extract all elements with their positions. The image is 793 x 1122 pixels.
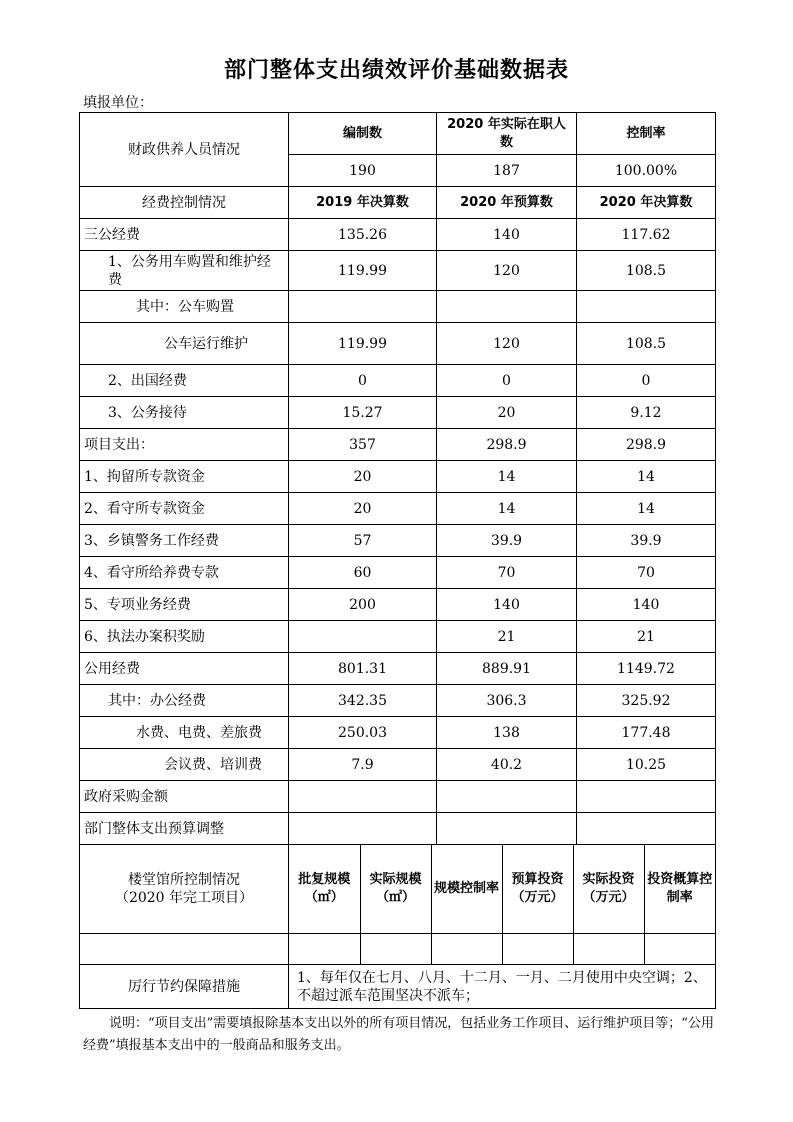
staff-value-actual: 187 — [437, 155, 577, 187]
expense-row-label: 水费、电费、差旅费 — [80, 717, 289, 749]
header-scale-control-rate: 规模控制率 — [431, 845, 502, 933]
expense-row-value: 120 — [437, 251, 577, 291]
performance-data-table — [79, 112, 716, 1009]
expense-row-value — [437, 291, 577, 323]
expense-row-value — [437, 813, 577, 845]
expense-row-value: 70 — [437, 557, 577, 589]
expense-row-value: 120 — [437, 323, 577, 365]
column-2019-final: 2019 年决算数 — [289, 187, 437, 219]
expense-row-label: 3、乡镇警务工作经费 — [80, 525, 289, 557]
expense-row-value: 298.9 — [437, 429, 577, 461]
header-budget-investment: 预算投资（万元） — [502, 845, 573, 933]
expense-row-label: 政府采购金额 — [80, 781, 289, 813]
expense-row — [80, 525, 716, 557]
expense-row — [80, 493, 716, 525]
expense-row-value: 140 — [437, 219, 577, 251]
expense-row-label: 2、出国经费 — [80, 365, 289, 397]
expense-row — [80, 365, 716, 397]
header-actual-investment: 实际投资（万元） — [573, 845, 644, 933]
expense-row-value — [289, 813, 437, 845]
expense-row — [80, 589, 716, 621]
expense-row — [80, 461, 716, 493]
expense-row — [80, 621, 716, 653]
expense-row-value: 57 — [289, 525, 437, 557]
expense-row-value: 140 — [437, 589, 577, 621]
expense-row-value: 0 — [437, 365, 577, 397]
expense-row-value: 108.5 — [577, 323, 716, 365]
header-approved-scale: 批复规模（㎡） — [289, 845, 360, 933]
expense-row-value: 357 — [289, 429, 437, 461]
expense-row-value: 140 — [577, 589, 716, 621]
expense-row-value: 1149.72 — [577, 653, 716, 685]
expense-row-value: 14 — [577, 493, 716, 525]
expense-row-label: 5、专项业务经费 — [80, 589, 289, 621]
value-investment-control-rate — [644, 934, 715, 964]
staff-value-quota: 190 — [289, 155, 437, 187]
staff-label: 财政供养人员情况 — [80, 113, 289, 187]
expense-row — [80, 781, 716, 813]
expense-row-value — [437, 781, 577, 813]
expense-row-value: 801.31 — [289, 653, 437, 685]
expense-row-value: 20 — [289, 493, 437, 525]
expense-row-value: 200 — [289, 589, 437, 621]
expense-row-value: 9.12 — [577, 397, 716, 429]
staff-header-quota: 编制数 — [289, 113, 437, 155]
frugal-measures-text: 1、每年仅在七月、八月、十二月、一月、二月使用中央空调；2、不超过派车范围坚决不派车； — [289, 965, 716, 1009]
expense-row — [80, 685, 716, 717]
expense-row-label: 会议费、培训费 — [80, 749, 289, 781]
staff-header-rate: 控制率 — [577, 113, 716, 155]
expense-row — [80, 429, 716, 461]
expense-row-value: 60 — [289, 557, 437, 589]
expense-row-value: 889.91 — [437, 653, 577, 685]
expense-row-value: 306.3 — [437, 685, 577, 717]
expense-row — [80, 323, 716, 365]
expense-row-value: 10.25 — [577, 749, 716, 781]
expense-row-label: 三公经费 — [80, 219, 289, 251]
expense-row-value: 325.92 — [577, 685, 716, 717]
building-header-cell — [289, 845, 716, 934]
expense-row — [80, 397, 716, 429]
building-control-title: 楼堂馆所控制情况 — [128, 872, 240, 888]
expense-row-label: 公车运行维护 — [80, 323, 289, 365]
expense-row-label: 其中：公车购置 — [80, 291, 289, 323]
expense-row-value: 0 — [289, 365, 437, 397]
header-actual-scale: 实际规模（㎡） — [360, 845, 431, 933]
expense-row-value: 298.9 — [577, 429, 716, 461]
expense-row-value: 117.62 — [577, 219, 716, 251]
building-control-label — [80, 845, 289, 934]
expense-row-value: 21 — [437, 621, 577, 653]
expense-row-value: 250.03 — [289, 717, 437, 749]
expense-row-value: 14 — [437, 461, 577, 493]
expense-row — [80, 219, 716, 251]
expense-row-value: 7.9 — [289, 749, 437, 781]
expense-row-value: 21 — [577, 621, 716, 653]
footnote: 说明：“项目支出”需要填报除基本支出以外的所有项目情况，包括业务工作项目、运行维护项目等；“公用经费”填报基本支出中的一般商品和服务支出。 — [83, 1016, 714, 1053]
expense-row — [80, 291, 716, 323]
expense-row-label: 6、执法办案积奖励 — [80, 621, 289, 653]
expense-row — [80, 749, 716, 781]
expense-row-label: 1、公务用车购置和维护经费 — [80, 251, 289, 291]
expense-row-value: 20 — [437, 397, 577, 429]
column-2020-final: 2020 年决算数 — [577, 187, 716, 219]
expense-row-value: 20 — [289, 461, 437, 493]
value-approved-scale — [289, 934, 360, 964]
value-actual-investment — [573, 934, 644, 964]
expense-row-value: 39.9 — [577, 525, 716, 557]
expense-row-label: 4、看守所给养费专款 — [80, 557, 289, 589]
expense-control-label: 经费控制情况 — [80, 187, 289, 219]
expense-row-value: 15.27 — [289, 397, 437, 429]
expense-row-label: 3、公务接待 — [80, 397, 289, 429]
staff-value-rate: 100.00% — [577, 155, 716, 187]
building-value-cell — [289, 934, 716, 965]
expense-row-value: 39.9 — [437, 525, 577, 557]
frugal-measures-label: 厉行节约保障措施 — [80, 965, 289, 1009]
expense-row-label: 公用经费 — [80, 653, 289, 685]
expense-row-label: 1、拘留所专款资金 — [80, 461, 289, 493]
expense-row — [80, 653, 716, 685]
expense-row-value: 119.99 — [289, 323, 437, 365]
reporting-unit-label: 填报单位： — [83, 95, 153, 111]
expense-row-value: 135.26 — [289, 219, 437, 251]
expense-row-value — [289, 621, 437, 653]
expense-row-value: 177.48 — [577, 717, 716, 749]
expense-row-value — [289, 781, 437, 813]
expense-row-value: 40.2 — [437, 749, 577, 781]
expense-row-label: 项目支出： — [80, 429, 289, 461]
header-investment-control-rate: 投资概算控制率 — [644, 845, 715, 933]
expense-row-value — [577, 781, 716, 813]
value-scale-control-rate — [431, 934, 502, 964]
expense-row — [80, 557, 716, 589]
page-title: 部门整体支出绩效评价基础数据表 — [223, 57, 569, 83]
expense-row-value: 342.35 — [289, 685, 437, 717]
expense-row-value — [289, 291, 437, 323]
expense-row-label: 其中：办公经费 — [80, 685, 289, 717]
value-actual-scale — [360, 934, 431, 964]
building-control-subtitle: （2020 年完工项目） — [114, 890, 254, 906]
building-blank-label — [80, 934, 289, 965]
expense-row-value: 119.99 — [289, 251, 437, 291]
expense-row-value — [577, 291, 716, 323]
expense-row-value: 0 — [577, 365, 716, 397]
expense-row-value: 14 — [577, 461, 716, 493]
expense-row — [80, 813, 716, 845]
expense-row-value: 70 — [577, 557, 716, 589]
expense-row-value — [577, 813, 716, 845]
expense-row — [80, 717, 716, 749]
value-budget-investment — [502, 934, 573, 964]
expense-row — [80, 251, 716, 291]
expense-row-value: 108.5 — [577, 251, 716, 291]
expense-row-value: 14 — [437, 493, 577, 525]
expense-row-label: 2、看守所专款资金 — [80, 493, 289, 525]
column-2020-budget: 2020 年预算数 — [437, 187, 577, 219]
expense-row-label: 部门整体支出预算调整 — [80, 813, 289, 845]
expense-row-value: 138 — [437, 717, 577, 749]
staff-header-actual: 2020 年实际在职人数 — [437, 113, 577, 155]
